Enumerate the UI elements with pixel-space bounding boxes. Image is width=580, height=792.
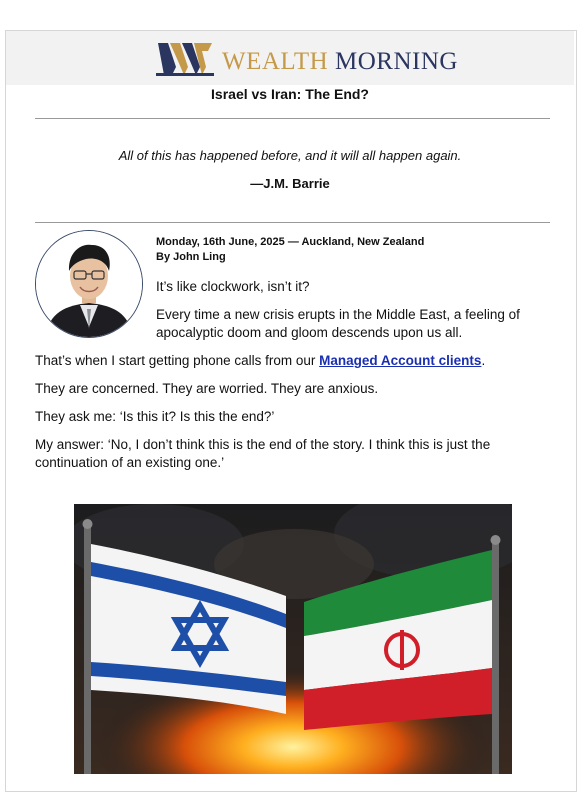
divider: [35, 118, 550, 119]
paragraph: My answer: ‘No, I don’t think this is the end of the story. I think this is just the continuation of an existing one.’: [35, 437, 491, 470]
epigraph-quote: All of this has happened before, and it will all happen again.: [118, 148, 462, 163]
wm-monogram-icon: [156, 41, 214, 77]
paragraph: [35, 352, 550, 370]
paragraph: They are concerned. They are worried. They are anxious.: [35, 381, 379, 396]
paragraph: It’s like clockwork, isn’t it?: [156, 279, 310, 294]
hero-image-flags: [74, 504, 512, 774]
epigraph-author: —J.M. Barrie: [250, 176, 330, 191]
divider: [35, 222, 550, 223]
paragraph: They ask me: ‘Is this it? Is this the end?’: [35, 409, 275, 424]
brand-morning: MORNING: [334, 48, 458, 75]
article-byline: By John Ling: [156, 251, 226, 263]
email-header: [6, 31, 574, 85]
article-title: Israel vs Iran: The End?: [211, 86, 369, 102]
paragraph-text: That’s when I start getting phone calls from our: [35, 353, 320, 368]
paragraph: Every time a new crisis erupts in the Middle East, a feeling of apocalyptic doom and gloom descends upon us all.: [156, 307, 520, 340]
brand-wealth: WEALTH: [222, 48, 329, 75]
paragraph-text: .: [481, 353, 486, 368]
managed-account-clients-link[interactable]: Managed Account clients: [319, 353, 482, 368]
author-avatar: [35, 230, 143, 338]
article-dateline: Monday, 16th June, 2025 — Auckland, New Zealand: [156, 236, 425, 248]
brand-wordmark: [222, 48, 458, 76]
brand-logo[interactable]: [156, 41, 456, 77]
